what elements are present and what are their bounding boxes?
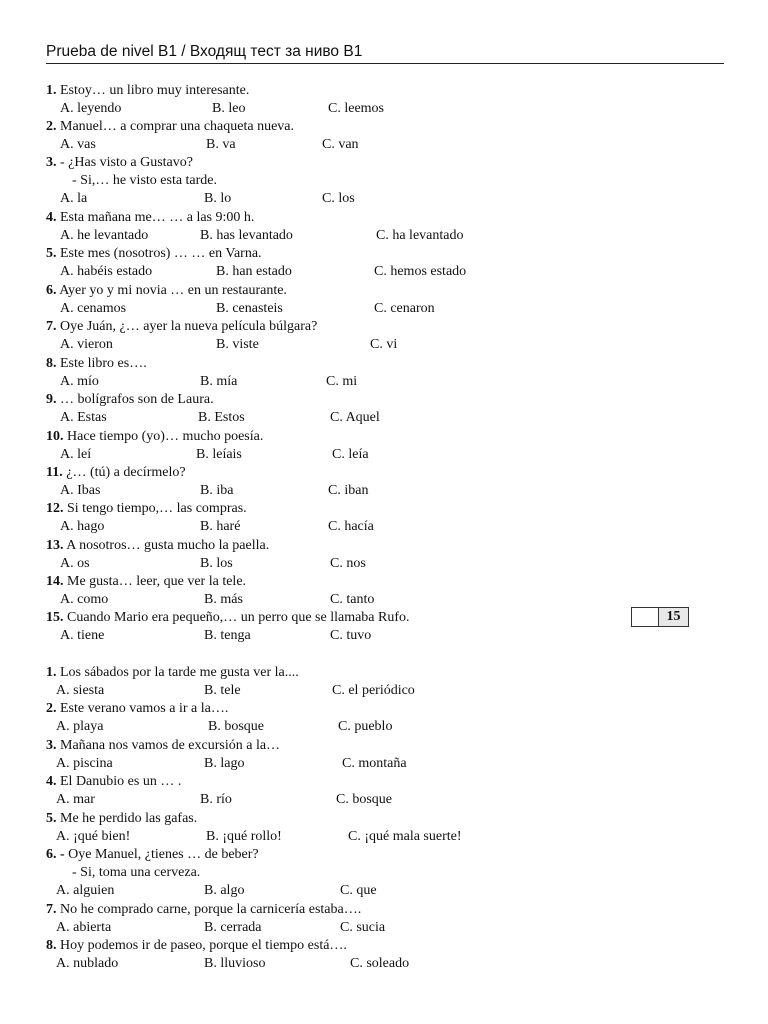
answer-option-c[interactable]: C. ¡qué mala suerte! <box>348 829 462 844</box>
answer-option-a[interactable]: A. nublado <box>56 956 119 971</box>
answer-option-c[interactable]: C. bosque <box>336 792 392 807</box>
question-number: 1. <box>46 665 57 680</box>
answer-option-b[interactable]: B. tele <box>204 683 241 698</box>
question-number: 5. <box>46 811 57 826</box>
question-text-continued: - Si,… he visto esta tarde. <box>72 173 218 188</box>
answer-option-a[interactable]: A. leí <box>60 447 92 462</box>
answer-option-a[interactable]: A. mar <box>56 792 95 807</box>
section1-question-15 <box>46 609 410 627</box>
question-number: 7. <box>46 902 57 917</box>
section1-question-10 <box>46 428 263 446</box>
question-number: 8. <box>46 938 57 953</box>
answer-option-a[interactable]: A. mío <box>60 374 99 389</box>
question-text: Cuando Mario era pequeño,… un perro que se llamaba Rufo. <box>63 610 410 625</box>
section1-question-2 <box>46 118 294 136</box>
section2-question-3 <box>46 737 280 755</box>
answer-option-c[interactable]: C. hacía <box>328 519 374 534</box>
section1-question-6 <box>46 282 287 300</box>
question-number: 3. <box>46 738 57 753</box>
question-text: Este mes (nosotros) … … en Varna. <box>56 246 262 261</box>
section1-question-1 <box>46 82 249 100</box>
answer-option-a[interactable]: A. Estas <box>60 410 107 425</box>
answer-option-b[interactable]: B. ¡qué rollo! <box>206 829 282 844</box>
question-text: Hoy podemos ir de paseo, porque el tiempo está…. <box>56 938 347 953</box>
question-text: Me gusta… leer, que ver la tele. <box>63 574 247 589</box>
score-value: 15 <box>659 608 688 626</box>
answer-option-b[interactable]: B. mía <box>200 374 238 389</box>
answer-option-b[interactable]: B. cerrada <box>204 920 262 935</box>
question-text: Oye Juán, ¿… ayer la nueva película búlgara? <box>56 319 318 334</box>
answer-option-c[interactable]: C. Aquel <box>330 410 380 425</box>
question-text: Los sábados por la tarde me gusta ver la.... <box>56 665 299 680</box>
section1-question-14 <box>46 573 246 591</box>
answer-option-b[interactable]: B. los <box>200 556 233 571</box>
answer-option-c[interactable]: C. el periódico <box>332 683 415 698</box>
answer-option-c[interactable]: C. cenaron <box>374 301 435 316</box>
answer-option-b[interactable]: B. leíais <box>196 447 242 462</box>
section1-question-13 <box>46 537 269 555</box>
question-number: 5. <box>46 246 57 261</box>
section2-question-8 <box>46 937 347 955</box>
answer-option-a[interactable]: A. Ibas <box>60 483 101 498</box>
question-number: 8. <box>46 356 57 371</box>
question-number: 12. <box>46 501 64 516</box>
question-text: Manuel… a comprar una chaqueta nueva. <box>56 119 295 134</box>
answer-option-b[interactable]: B. Estos <box>198 410 245 425</box>
answer-option-c[interactable]: C. tanto <box>330 592 375 607</box>
answer-option-a[interactable]: A. como <box>60 592 109 607</box>
answer-option-a[interactable]: A. vas <box>60 137 96 152</box>
section1-question-11 <box>46 464 186 482</box>
question-text: Este libro es…. <box>56 356 147 371</box>
section2-question-2 <box>46 700 228 718</box>
answer-option-c[interactable]: C. que <box>340 883 377 898</box>
question-number: 13. <box>46 538 64 553</box>
question-number: 6. <box>46 283 57 298</box>
answer-option-b[interactable]: B. tenga <box>204 628 251 643</box>
section2-question-7 <box>46 901 361 919</box>
answer-option-b[interactable]: B. iba <box>200 483 234 498</box>
answer-option-b[interactable]: B. bosque <box>208 719 264 734</box>
answer-option-c[interactable]: C. mi <box>326 374 358 389</box>
answer-option-a[interactable]: A. vieron <box>60 337 113 352</box>
answer-option-c[interactable]: C. pueblo <box>338 719 393 734</box>
answer-option-c[interactable]: C. vi <box>370 337 398 352</box>
score-blank-cell <box>632 608 659 626</box>
question-text: - ¿Has visto a Gustavo? <box>56 155 193 170</box>
question-text: Mañana nos vamos de excursión a la… <box>56 738 281 753</box>
question-number: 3. <box>46 155 57 170</box>
question-number: 4. <box>46 210 57 225</box>
answer-option-c[interactable]: C. montaña <box>342 756 407 771</box>
answer-option-b[interactable]: B. leo <box>212 101 246 116</box>
section1-question-4 <box>46 209 254 227</box>
answer-option-a[interactable]: A. ¡qué bien! <box>56 829 131 844</box>
answer-option-c[interactable]: C. hemos estado <box>374 264 467 279</box>
answer-option-a[interactable]: A. playa <box>56 719 104 734</box>
question-number: 2. <box>46 119 57 134</box>
question-text: … bolígrafos son de Laura. <box>56 392 214 407</box>
answer-option-c[interactable]: C. tuvo <box>330 628 372 643</box>
answer-option-a[interactable]: A. abierta <box>56 920 112 935</box>
question-text: Estoy… un libro muy interesante. <box>56 83 250 98</box>
answer-option-b[interactable]: B. va <box>206 137 236 152</box>
answer-option-c[interactable]: C. soleado <box>350 956 410 971</box>
answer-option-c[interactable]: C. sucia <box>340 920 386 935</box>
question-number: 11. <box>46 465 63 480</box>
question-number: 6. - <box>46 847 65 862</box>
section2-question-4 <box>46 773 181 791</box>
answer-option-a[interactable]: A. leyendo <box>60 101 122 116</box>
answer-option-a[interactable]: A. piscina <box>56 756 113 771</box>
answer-option-b[interactable]: B. lluvioso <box>204 956 266 971</box>
answer-option-a[interactable]: A. siesta <box>56 683 105 698</box>
question-number: 1. <box>46 83 57 98</box>
question-text: Este verano vamos a ir a la…. <box>56 701 229 716</box>
question-number: 10. <box>46 429 64 444</box>
question-number: 7. <box>46 319 57 334</box>
page-title: Prueba de nivel B1 / Входящ тест за ниво B1 <box>46 42 724 64</box>
score-box <box>631 607 689 627</box>
question-number: 2. <box>46 701 57 716</box>
question-number: 4. <box>46 774 57 789</box>
section2-question-1 <box>46 664 299 682</box>
answer-option-b[interactable]: B. haré <box>200 519 241 534</box>
question-text: El Danubio es un … . <box>56 774 182 789</box>
question-number: 15. <box>46 610 64 625</box>
question-number: 9. <box>46 392 57 407</box>
answer-option-c[interactable]: C. ha levantado <box>376 228 464 243</box>
answer-option-a[interactable]: A. la <box>60 191 88 206</box>
answer-option-b[interactable]: B. lago <box>204 756 245 771</box>
answer-option-c[interactable]: C. van <box>322 137 359 152</box>
answer-option-b[interactable]: B. lo <box>204 191 232 206</box>
question-text: Ayer yo y mi novia … en un restaurante. <box>56 283 287 298</box>
section1-question-12 <box>46 500 247 518</box>
answer-option-a[interactable]: A. habéis estado <box>60 264 153 279</box>
answer-option-a[interactable]: A. hago <box>60 519 105 534</box>
answer-option-b[interactable]: B. han estado <box>216 264 292 279</box>
answer-option-c[interactable]: C. los <box>322 191 355 206</box>
question-text: A nosotros… gusta mucho la paella. <box>63 538 270 553</box>
answer-option-b[interactable]: B. cenasteis <box>216 301 283 316</box>
section1-question-8 <box>46 355 147 373</box>
answer-option-c[interactable]: C. leía <box>332 447 369 462</box>
section1-question-3 <box>46 154 193 172</box>
answer-option-b[interactable]: B. más <box>204 592 243 607</box>
question-text: Si tengo tiempo,… las compras. <box>63 501 247 516</box>
answer-option-a[interactable]: A. he levantado <box>60 228 149 243</box>
question-text: Oye Manuel, ¿tienes … de beber? <box>64 847 259 862</box>
answer-option-b[interactable]: B. viste <box>216 337 259 352</box>
question-text: Esta mañana me… … a las 9:00 h. <box>56 210 255 225</box>
section1-question-5 <box>46 245 262 263</box>
question-number: 14. <box>46 574 64 589</box>
section2-question-6 <box>46 846 259 864</box>
question-text-continued: - Si, toma una cerveza. <box>72 865 201 880</box>
question-text: Me he perdido las gafas. <box>56 811 198 826</box>
answer-option-b[interactable]: B. has levantado <box>200 228 293 243</box>
answer-option-b[interactable]: B. algo <box>204 883 245 898</box>
answer-option-a[interactable]: A. cenamos <box>60 301 127 316</box>
question-text: ¿… (tú) a decírmelo? <box>62 465 186 480</box>
answer-option-b[interactable]: B. río <box>200 792 232 807</box>
answer-option-c[interactable]: C. nos <box>330 556 366 571</box>
answer-option-a[interactable]: A. alguien <box>56 883 115 898</box>
section1-question-9 <box>46 391 214 409</box>
section1-question-7 <box>46 318 317 336</box>
answer-option-a[interactable]: A. os <box>60 556 90 571</box>
answer-option-c[interactable]: C. iban <box>328 483 369 498</box>
question-text: Hace tiempo (yo)… mucho poesía. <box>63 429 264 444</box>
answer-option-a[interactable]: A. tiene <box>60 628 105 643</box>
section2-question-5 <box>46 810 197 828</box>
question-text: No he comprado carne, porque la carnicería estaba…. <box>56 902 362 917</box>
answer-option-c[interactable]: C. leemos <box>328 101 384 116</box>
